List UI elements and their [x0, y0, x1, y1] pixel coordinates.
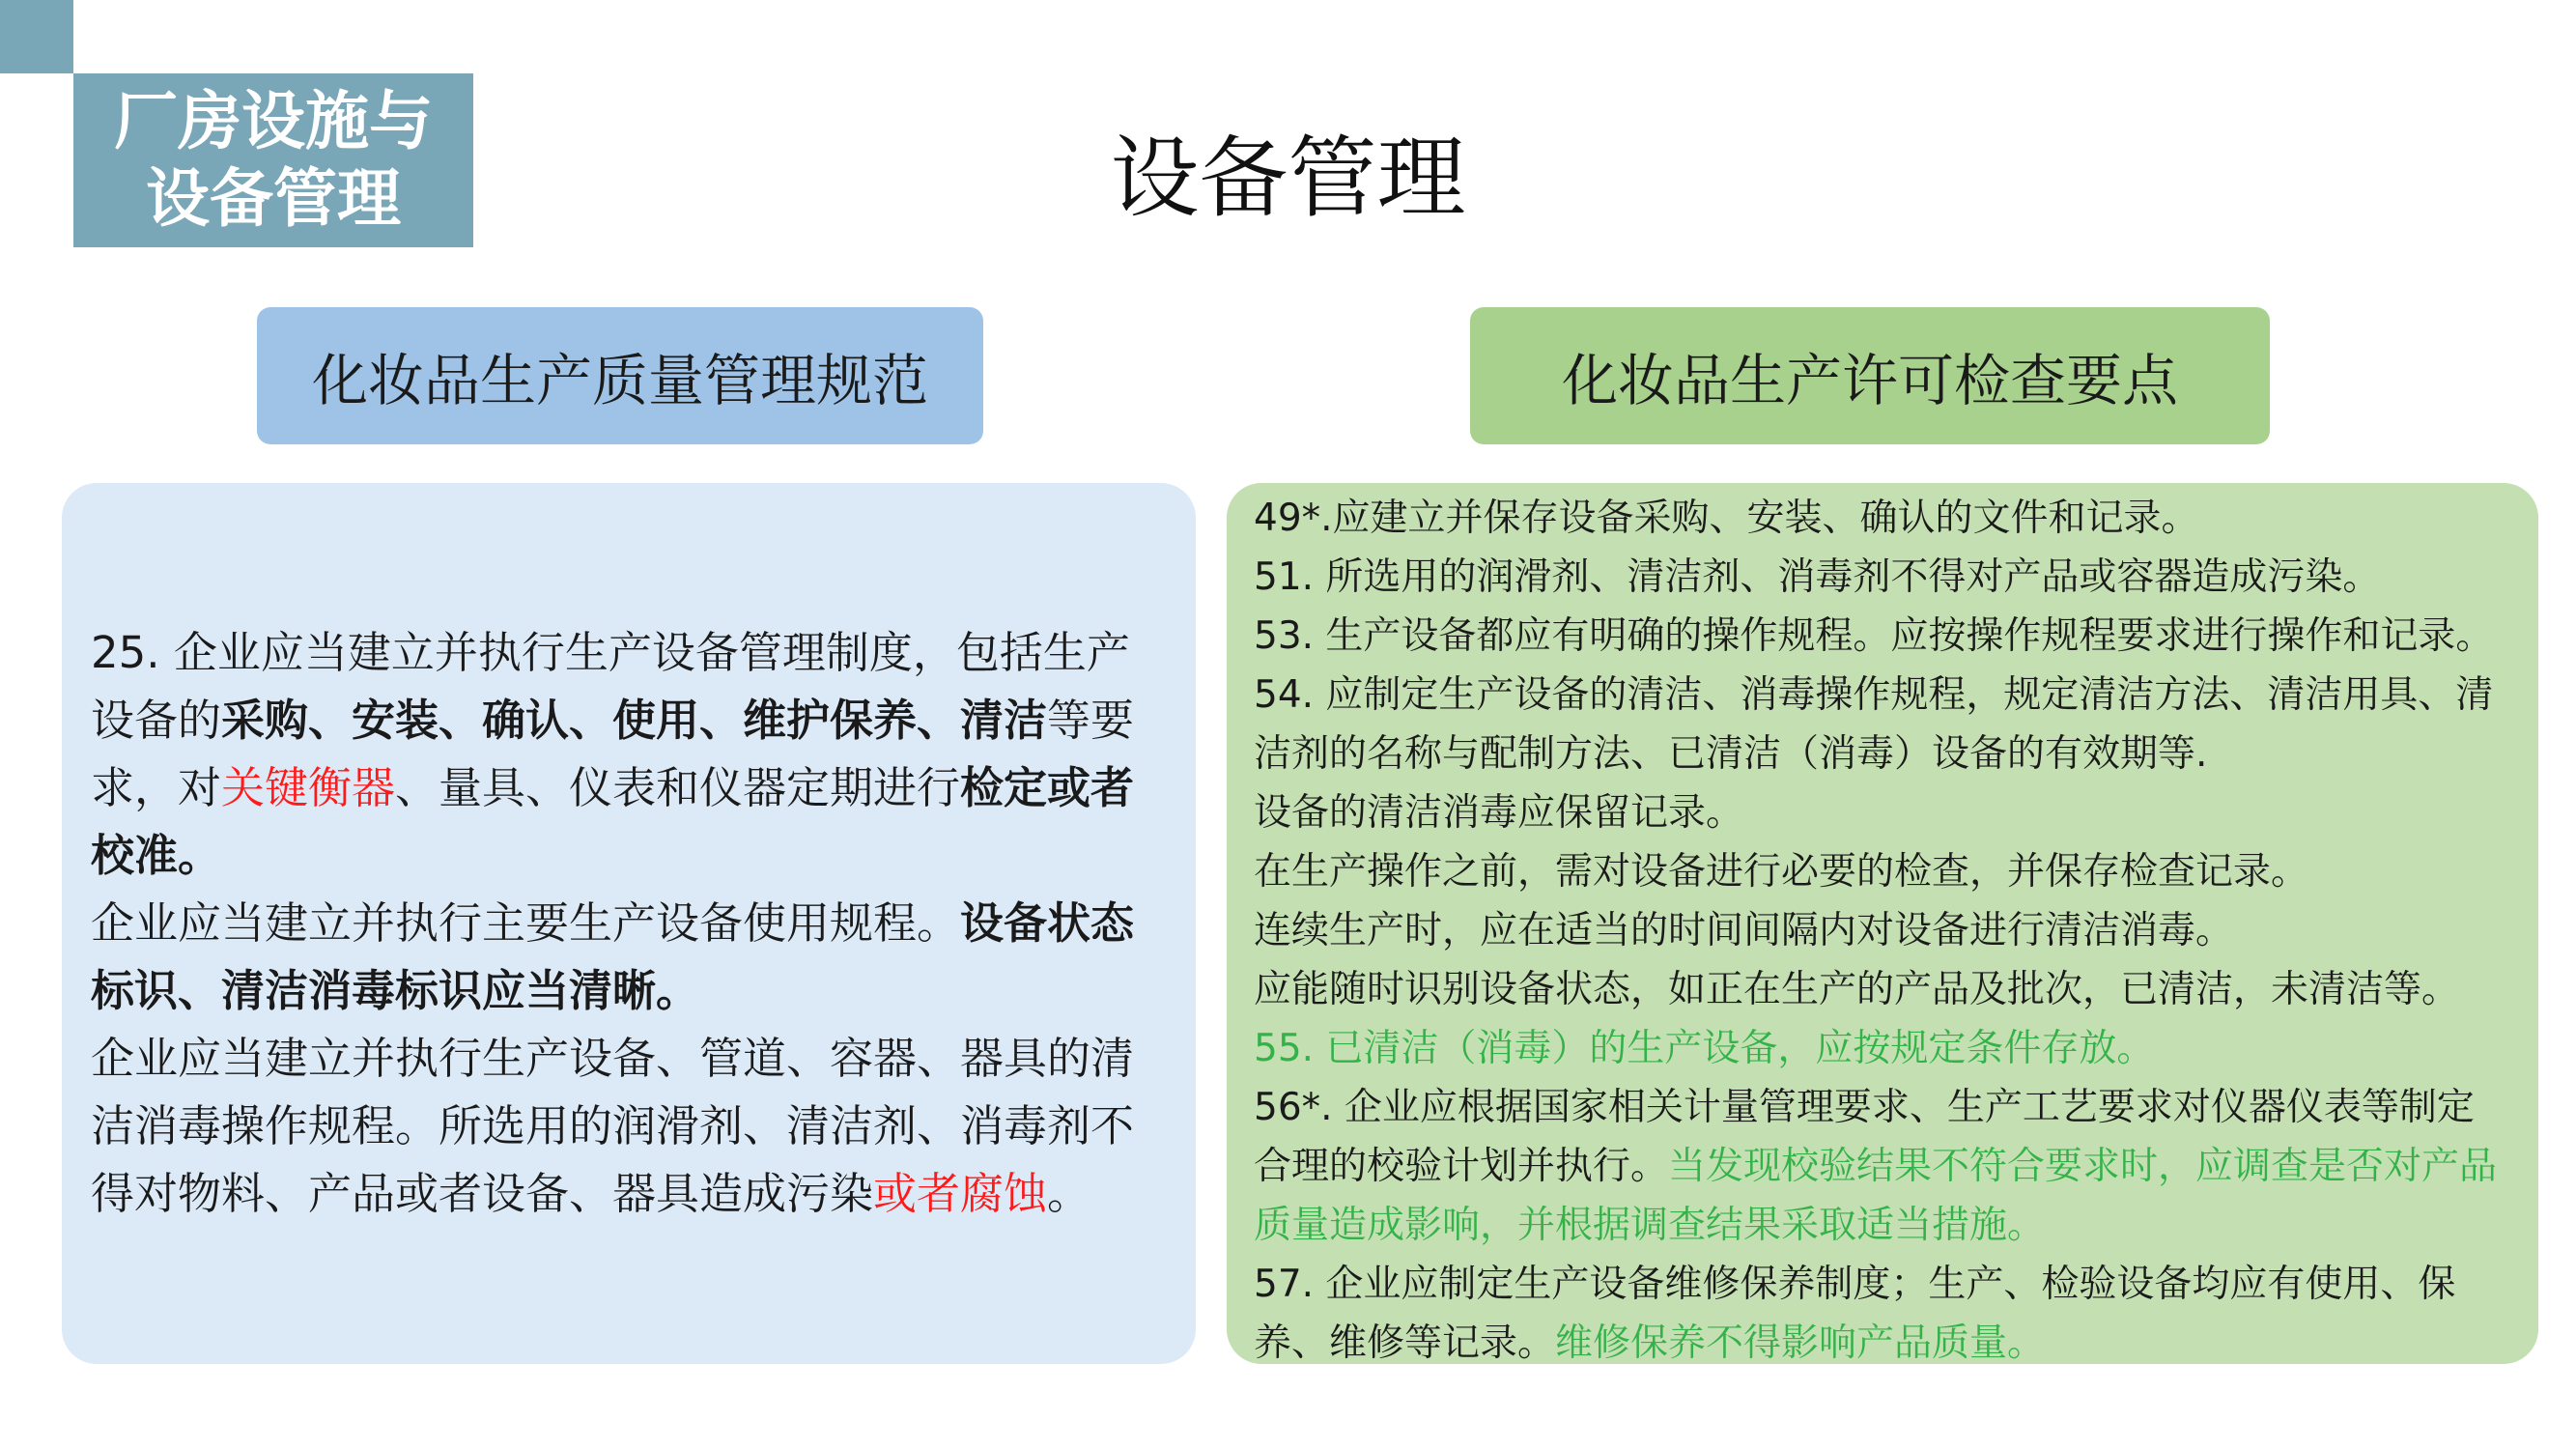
right-panel — [1227, 483, 2538, 1364]
left-panel-text — [91, 619, 1157, 1228]
left-panel — [62, 483, 1196, 1364]
p1-text-3: 、量具、仪表和仪器定期进行 — [395, 762, 961, 813]
item-56-highlight: 当发现校验结果不符合要求时，应调查是否对产品质量造成影响，并根据调查结果采取适当措施。 — [1254, 1145, 2498, 1247]
item-54-line-a: 设备的清洁消毒应保留记录。 — [1254, 791, 1744, 835]
p1-text-2: 等要求，对 — [91, 695, 1135, 813]
item-53: 53. 生产设备都应有明确的操作规程。应按操作规程要求进行操作和记录。 — [1254, 614, 2494, 658]
item-56-text: 56*. 企业应根据国家相关计量管理要求、生产工艺要求对仪器仪表等制定合理的校验计划并执行。 — [1254, 1086, 2475, 1188]
header-right — [1470, 307, 2270, 444]
p3-text-2: 。 — [1047, 1168, 1091, 1219]
item-51: 51. 所选用的润滑剂、清洁剂、消毒剂不得对产品或容器造成污染。 — [1254, 555, 2381, 599]
header-right-label: 化妆品生产许可检查要点 — [1561, 348, 2178, 413]
item-49: 49*.应建立并保存设备采购、安装、确认的文件和记录。 — [1254, 497, 2199, 540]
item-54-line-b: 在生产操作之前，需对设备进行必要的检查，并保存检查记录。 — [1254, 850, 2309, 894]
p1-bold-1: 采购、安装、确认、使用、维护保养、清洁 — [221, 695, 1048, 746]
item-55: 55. 已清洁（消毒）的生产设备，应按规定条件存放。 — [1254, 1027, 2155, 1070]
section-tag-line1: 厂房设施与 — [114, 84, 433, 158]
p1-text-1: 25. 企业应当建立并执行生产设备管理制度，包括生产设备的 — [91, 627, 1130, 746]
paragraph-25 — [91, 619, 1157, 890]
item-54: 54. 应制定生产设备的清洁、消毒操作规程，规定清洁方法、清洁用具、清洁剂的名称与配制方法、已清洁（消毒）设备的有效期等. — [1254, 673, 2494, 776]
corner-decoration — [0, 0, 73, 73]
p3-text-1: 企业应当建立并执行生产设备、管道、容器、器具的清洁消毒操作规程。所选用的润滑剂、清洁剂、消毒剂不得对物料、产品或者设备、器具造成污染 — [91, 1033, 1135, 1219]
page-title: 设备管理 — [1110, 127, 1466, 230]
header-left-label: 化妆品生产质量管理规范 — [311, 348, 928, 413]
p1-bold-2: 检定或者校准。 — [91, 762, 1135, 881]
item-57-text: 57. 企业应制定生产设备维修保养制度；生产、检验设备均应有使用、保养、维修等记录。 — [1254, 1263, 2456, 1365]
item-54-line-c: 连续生产时，应在适当的时间间隔内对设备进行清洁消毒。 — [1254, 909, 2234, 952]
p2-bold-1: 设备状态标识、清洁消毒标识应当清晰。 — [91, 897, 1135, 1016]
item-57-highlight: 维修保养不得影响产品质量。 — [1555, 1321, 2046, 1365]
item-56 — [1254, 1078, 2509, 1255]
header-left — [257, 307, 983, 444]
p3-red-1: 或者腐蚀 — [873, 1168, 1048, 1219]
paragraph-usage — [91, 890, 1157, 1025]
item-54-line-d: 应能随时识别设备状态，如正在生产的产品及批次，已清洁，未清洁等。 — [1254, 968, 2460, 1011]
paragraph-cleaning — [91, 1025, 1157, 1228]
p2-text-1: 企业应当建立并执行主要生产设备使用规程。 — [91, 897, 961, 949]
p1-red-1: 关键衡器 — [221, 762, 396, 813]
section-tag-line2: 设备管理 — [146, 161, 401, 236]
item-57 — [1254, 1255, 2509, 1373]
